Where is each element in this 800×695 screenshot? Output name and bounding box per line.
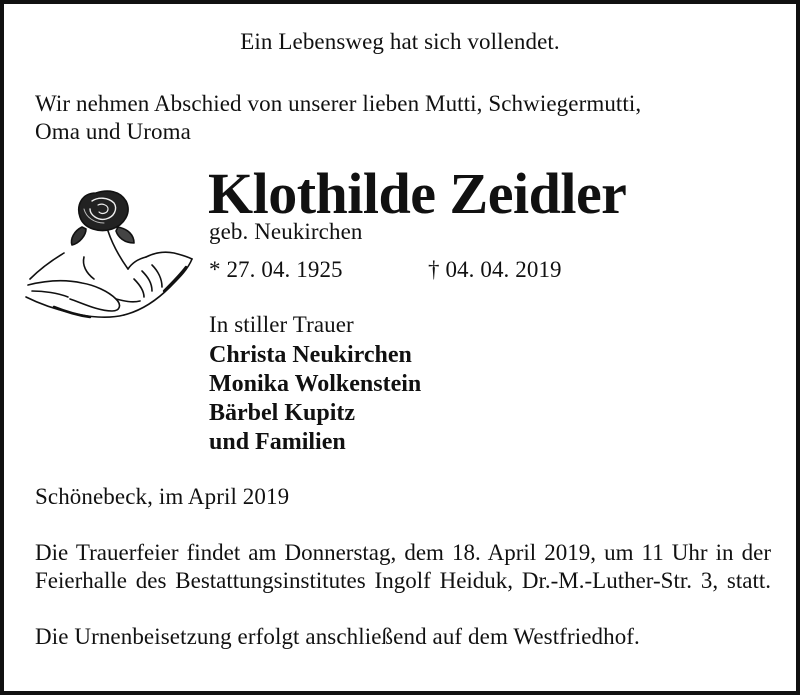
death-date: † 04. 04. 2019 [428, 257, 562, 282]
mourner-name: Monika Wolkenstein [209, 371, 422, 397]
headline: Ein Lebensweg hat sich vollendet. [240, 29, 560, 54]
birth-date: * 27. 04. 1925 [209, 257, 343, 282]
maiden-name: geb. Neukirchen [209, 219, 363, 244]
mourner-name: Bärbel Kupitz [209, 400, 356, 426]
burial-info: Die Urnenbeisetzung erfolgt anschließend auf dem Westfriedhof. [35, 624, 640, 649]
intro-line-2: Oma und Uroma [35, 119, 191, 144]
grief-label: In stiller Trauer [209, 312, 354, 337]
service-info: Die Trauerfeier findet am Donnerstag, dem 18. April 2019, um 11 Uhr in der Feierhalle des Bestattungsinstitutes Ingolf Heiduk, Dr.-M.-Luther-Str. 3, statt. [35, 540, 771, 593]
mourner-name: Christa Neukirchen [209, 342, 412, 368]
mourner-families: und Familien [209, 429, 346, 455]
deceased-name: Klothilde Zeidler [208, 161, 627, 226]
rose-in-hands-icon [24, 187, 196, 329]
intro-line-1: Wir nehmen Abschied von unserer lieben Mutti, Schwiegermutti, [35, 91, 642, 116]
place-date: Schönebeck, im April 2019 [35, 484, 290, 509]
